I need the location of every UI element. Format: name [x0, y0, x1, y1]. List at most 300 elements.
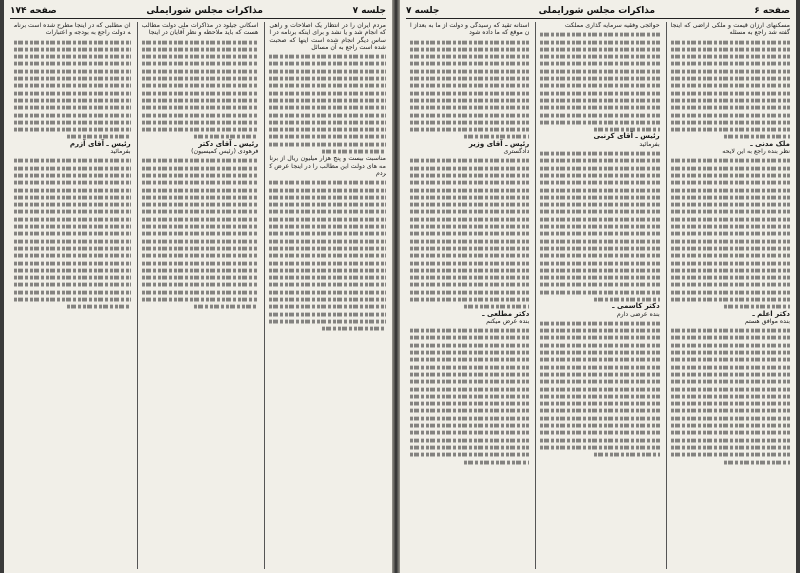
speaker-name: ملک مدنی ـ — [750, 139, 790, 148]
text-line — [67, 135, 131, 139]
paragraph — [540, 22, 659, 29]
text-line — [14, 99, 131, 103]
text-line — [410, 446, 529, 450]
speaker-name: دکتر اعلم ـ — [752, 309, 790, 318]
text-line — [410, 106, 529, 110]
text-line — [540, 409, 659, 413]
text-line — [269, 268, 386, 272]
paragraph — [14, 141, 131, 156]
text-line — [540, 351, 659, 355]
text-line — [14, 254, 131, 258]
text-line — [671, 217, 790, 221]
text-line — [269, 217, 386, 221]
paragraph-text: بنده عرضی دارم — [616, 310, 660, 318]
text-line — [14, 239, 131, 243]
text-line — [269, 77, 386, 81]
text-line — [540, 322, 659, 326]
text-line — [142, 298, 259, 302]
text-line — [540, 373, 659, 377]
text-line — [671, 128, 790, 132]
text-line — [269, 91, 386, 95]
text-line — [671, 99, 790, 103]
text-line — [671, 159, 790, 163]
paragraph-text: فرهودی (رئیس کمیسیون) — [191, 148, 259, 156]
text-line — [540, 217, 659, 221]
paragraph-text: مناسبت بیست و پنج هزار میلیون ریال از برنامه های دولت این مطالب را در اینجا عرض کردم — [269, 155, 386, 177]
text-line — [410, 358, 529, 362]
text-line — [410, 254, 529, 258]
text-line — [671, 254, 790, 258]
text-line — [142, 99, 259, 103]
text-line — [671, 424, 790, 428]
text-line — [410, 181, 529, 185]
text-columns — [406, 22, 790, 569]
text-line — [671, 409, 790, 413]
text-line — [410, 351, 529, 355]
text-line — [671, 438, 790, 442]
text-line — [142, 239, 259, 243]
text-line — [322, 327, 386, 331]
text-line — [269, 142, 386, 146]
text-column — [137, 22, 259, 569]
text-line — [410, 261, 529, 265]
text-line — [269, 135, 386, 139]
text-column — [10, 22, 131, 569]
paragraph-text: استانه تقید که رسیدگی و دولت از ما به بعداز آن موقع که ما داده شود — [410, 22, 530, 37]
text-line — [724, 305, 790, 309]
text-line — [269, 305, 386, 309]
page-label: صفحه ۱۷۴ — [10, 6, 57, 16]
text-line — [142, 276, 259, 280]
text-line — [142, 62, 259, 66]
paragraph — [540, 303, 659, 318]
text-line — [410, 380, 529, 384]
text-line — [410, 453, 529, 457]
text-line — [269, 225, 386, 229]
text-line — [540, 387, 659, 391]
text-line — [142, 159, 259, 163]
text-line — [724, 460, 790, 464]
text-line — [269, 84, 386, 88]
text-line — [540, 152, 659, 156]
text-line — [671, 174, 790, 178]
text-line — [269, 62, 386, 66]
text-line — [410, 113, 529, 117]
text-line — [142, 40, 259, 44]
paragraph — [410, 311, 529, 326]
text-line — [410, 373, 529, 377]
text-line — [194, 305, 258, 309]
paragraph — [671, 311, 790, 326]
paragraph — [269, 155, 386, 177]
text-line — [410, 343, 529, 347]
text-line — [671, 247, 790, 251]
text-line — [540, 33, 659, 37]
text-line — [671, 365, 790, 369]
text-line — [671, 298, 790, 302]
paragraph-text: مردم ایران را در انتظار یک اصلاحات و راهی که انجام شد و یا نشد و برای اینکه برنامه در اساس دیگر انجام شده است اینها که صحبت شده است راجع به آن مسائل — [269, 22, 386, 51]
text-line — [14, 174, 131, 178]
text-line — [540, 166, 659, 170]
text-line — [410, 195, 529, 199]
text-line — [671, 188, 790, 192]
text-line — [14, 106, 131, 110]
text-line — [14, 188, 131, 192]
text-line — [540, 232, 659, 236]
text-line — [410, 365, 529, 369]
text-line — [671, 195, 790, 199]
text-line — [269, 99, 386, 103]
text-columns — [10, 22, 386, 569]
text-line — [540, 91, 659, 95]
speaker-name: رئیس ـ آقای وزیر — [468, 139, 530, 148]
text-line — [410, 247, 529, 251]
text-line — [671, 210, 790, 214]
text-line — [410, 409, 529, 413]
text-line — [142, 91, 259, 95]
text-column — [264, 22, 386, 569]
text-line — [142, 261, 259, 265]
paragraph — [410, 22, 529, 37]
page-header — [10, 4, 386, 19]
text-line — [14, 247, 131, 251]
text-line — [14, 113, 131, 117]
text-line — [269, 283, 386, 287]
text-line — [540, 261, 659, 265]
paragraph-text: اسکانی جیلود در مذاکرات ملی دولت مطالب هست که باید ملاحظه و نظر آقایان در اینجا — [141, 22, 259, 37]
text-line — [410, 438, 529, 442]
text-line — [410, 188, 529, 192]
text-line — [671, 77, 790, 81]
text-line — [142, 210, 259, 214]
text-line — [142, 217, 259, 221]
text-line — [540, 210, 659, 214]
text-line — [269, 276, 386, 280]
text-line — [410, 69, 529, 73]
text-column — [666, 22, 790, 569]
paragraph — [671, 22, 790, 37]
text-line — [142, 247, 259, 251]
text-line — [269, 312, 386, 316]
text-line — [671, 380, 790, 384]
text-line — [540, 402, 659, 406]
text-line — [671, 276, 790, 280]
text-line — [671, 358, 790, 362]
text-line — [671, 181, 790, 185]
text-line — [14, 159, 131, 163]
speaker-name: رئیس ـ آقای کرنبی — [593, 132, 660, 141]
text-line — [724, 135, 790, 139]
text-line — [14, 290, 131, 294]
text-line — [671, 69, 790, 73]
text-line — [540, 358, 659, 362]
text-line — [540, 247, 659, 251]
text-line — [410, 62, 529, 66]
text-line — [410, 290, 529, 294]
speaker-name: رئیس ـ آقای دکتر — [198, 139, 259, 148]
text-line — [14, 55, 131, 59]
text-line — [142, 268, 259, 272]
text-line — [671, 431, 790, 435]
text-line — [410, 40, 529, 44]
text-line — [14, 121, 131, 125]
text-line — [14, 268, 131, 272]
text-line — [14, 181, 131, 185]
session-label: جلسه ۷ — [406, 6, 440, 16]
text-line — [671, 166, 790, 170]
paragraph — [142, 22, 259, 37]
text-line — [410, 225, 529, 229]
text-line — [14, 91, 131, 95]
text-line — [142, 290, 259, 294]
text-line — [540, 290, 659, 294]
text-line — [142, 283, 259, 287]
paragraph — [540, 133, 659, 148]
paragraph-text: آن مطلبی که در اینجا مطرح شده است برنامه دولت راجع به بودجه و اعتبارات — [13, 22, 131, 37]
text-line — [410, 239, 529, 243]
text-line — [671, 268, 790, 272]
text-line — [540, 446, 659, 450]
text-line — [540, 195, 659, 199]
text-line — [14, 77, 131, 81]
text-line — [410, 402, 529, 406]
text-line — [142, 254, 259, 258]
text-line — [410, 268, 529, 272]
text-line — [671, 336, 790, 340]
text-line — [671, 62, 790, 66]
text-line — [14, 62, 131, 66]
text-line — [14, 40, 131, 44]
text-line — [540, 394, 659, 398]
text-line — [540, 424, 659, 428]
text-line — [14, 217, 131, 221]
text-line — [410, 283, 529, 287]
text-line — [410, 121, 529, 125]
speaker-name: دکتر کاسمی ـ — [612, 302, 660, 311]
text-line — [410, 217, 529, 221]
text-line — [540, 84, 659, 88]
text-line — [671, 329, 790, 333]
text-line — [671, 113, 790, 117]
text-line — [142, 113, 259, 117]
book-gutter — [392, 0, 400, 573]
text-line — [671, 106, 790, 110]
text-line — [540, 77, 659, 81]
text-line — [540, 239, 659, 243]
paragraph — [671, 141, 790, 156]
text-line — [594, 298, 660, 302]
speaker-name: دکتر مطلعی ـ — [482, 309, 530, 318]
text-line — [142, 84, 259, 88]
text-line — [269, 210, 386, 214]
text-line — [671, 48, 790, 52]
text-line — [671, 446, 790, 450]
text-line — [410, 210, 529, 214]
text-line — [410, 99, 529, 103]
text-line — [410, 159, 529, 163]
text-line — [594, 128, 660, 132]
text-line — [540, 336, 659, 340]
text-line — [410, 48, 529, 52]
text-line — [540, 181, 659, 185]
text-line — [671, 232, 790, 236]
text-line — [540, 62, 659, 66]
text-line — [142, 69, 259, 73]
text-line — [671, 416, 790, 420]
text-line — [142, 174, 259, 178]
text-line — [142, 121, 259, 125]
text-line — [14, 195, 131, 199]
paragraph-text: نظر بنده راجع به این لایحه — [722, 148, 790, 156]
text-line — [142, 55, 259, 59]
text-line — [14, 128, 131, 132]
text-line — [540, 188, 659, 192]
text-line — [269, 320, 386, 324]
text-line — [410, 166, 529, 170]
text-line — [410, 387, 529, 391]
text-line — [540, 254, 659, 258]
text-line — [410, 77, 529, 81]
paragraph-text: مسکنهای ارزان قیمت و ملکی اراضی که اینجا گفته شد راجع به مسئله — [670, 22, 790, 37]
text-line — [540, 365, 659, 369]
text-line — [540, 268, 659, 272]
text-line — [540, 55, 659, 59]
text-line — [142, 77, 259, 81]
text-line — [410, 298, 529, 302]
text-line — [269, 69, 386, 73]
text-line — [269, 232, 386, 236]
text-line — [410, 232, 529, 236]
text-line — [269, 247, 386, 251]
text-line — [410, 128, 529, 132]
text-line — [410, 276, 529, 280]
page-header — [406, 4, 790, 19]
text-line — [540, 431, 659, 435]
text-line — [410, 394, 529, 398]
text-line — [594, 453, 660, 457]
text-line — [540, 225, 659, 229]
text-line — [14, 69, 131, 73]
text-line — [671, 121, 790, 125]
text-line — [540, 380, 659, 384]
text-line — [540, 329, 659, 333]
text-line — [269, 113, 386, 117]
session-label: جلسه ۷ — [352, 6, 386, 16]
text-line — [142, 166, 259, 170]
text-line — [671, 290, 790, 294]
page-title: مذاکرات مجلس شورایملی — [146, 6, 263, 16]
text-line — [14, 166, 131, 170]
text-line — [269, 298, 386, 302]
page-label: صفحه ۶ — [754, 6, 790, 16]
text-line — [142, 188, 259, 192]
text-line — [671, 453, 790, 457]
text-line — [14, 276, 131, 280]
text-line — [671, 343, 790, 347]
paragraph — [410, 141, 529, 156]
text-line — [540, 203, 659, 207]
text-line — [410, 416, 529, 420]
text-line — [269, 55, 386, 59]
text-column — [535, 22, 659, 569]
text-line — [410, 336, 529, 340]
text-line — [269, 121, 386, 125]
right-page — [400, 0, 796, 573]
text-line — [671, 351, 790, 355]
text-line — [14, 232, 131, 236]
text-line — [671, 394, 790, 398]
text-line — [410, 203, 529, 207]
paragraph-text: بنده عرض میکنم — [486, 317, 530, 325]
text-line — [67, 305, 131, 309]
text-line — [410, 91, 529, 95]
text-line — [410, 55, 529, 59]
text-line — [142, 225, 259, 229]
text-line — [671, 402, 790, 406]
text-line — [14, 203, 131, 207]
paragraph — [269, 22, 386, 51]
text-line — [540, 121, 659, 125]
paragraph-text: بنده موافق هستم — [744, 317, 790, 325]
text-line — [410, 424, 529, 428]
text-line — [142, 106, 259, 110]
text-line — [671, 373, 790, 377]
paragraph-text: بفرمائید — [639, 140, 660, 148]
text-line — [540, 174, 659, 178]
text-line — [322, 150, 386, 154]
text-line — [269, 106, 386, 110]
text-line — [671, 91, 790, 95]
speaker-name: رئیس ـ آقای آزرم — [69, 139, 131, 148]
text-line — [269, 254, 386, 258]
text-line — [464, 460, 530, 464]
text-line — [671, 225, 790, 229]
text-line — [142, 203, 259, 207]
text-line — [671, 261, 790, 265]
text-line — [269, 290, 386, 294]
text-line — [671, 239, 790, 243]
text-line — [671, 283, 790, 287]
text-line — [540, 276, 659, 280]
text-line — [142, 181, 259, 185]
text-line — [540, 69, 659, 73]
left-page — [4, 0, 392, 573]
paragraph — [14, 22, 131, 37]
text-line — [14, 283, 131, 287]
text-line — [540, 40, 659, 44]
text-line — [14, 210, 131, 214]
text-line — [671, 55, 790, 59]
text-column — [406, 22, 529, 569]
text-line — [540, 106, 659, 110]
text-line — [194, 135, 258, 139]
text-line — [14, 84, 131, 88]
text-line — [540, 343, 659, 347]
text-line — [142, 128, 259, 132]
text-line — [14, 225, 131, 229]
text-line — [540, 99, 659, 103]
text-line — [540, 113, 659, 117]
text-line — [269, 203, 386, 207]
text-line — [671, 40, 790, 44]
paragraph-text: دادگستری — [503, 148, 530, 156]
text-line — [540, 416, 659, 420]
text-line — [14, 48, 131, 52]
paragraph-text: بفرمائید — [110, 148, 131, 156]
text-line — [142, 195, 259, 199]
text-line — [540, 438, 659, 442]
text-line — [14, 261, 131, 265]
